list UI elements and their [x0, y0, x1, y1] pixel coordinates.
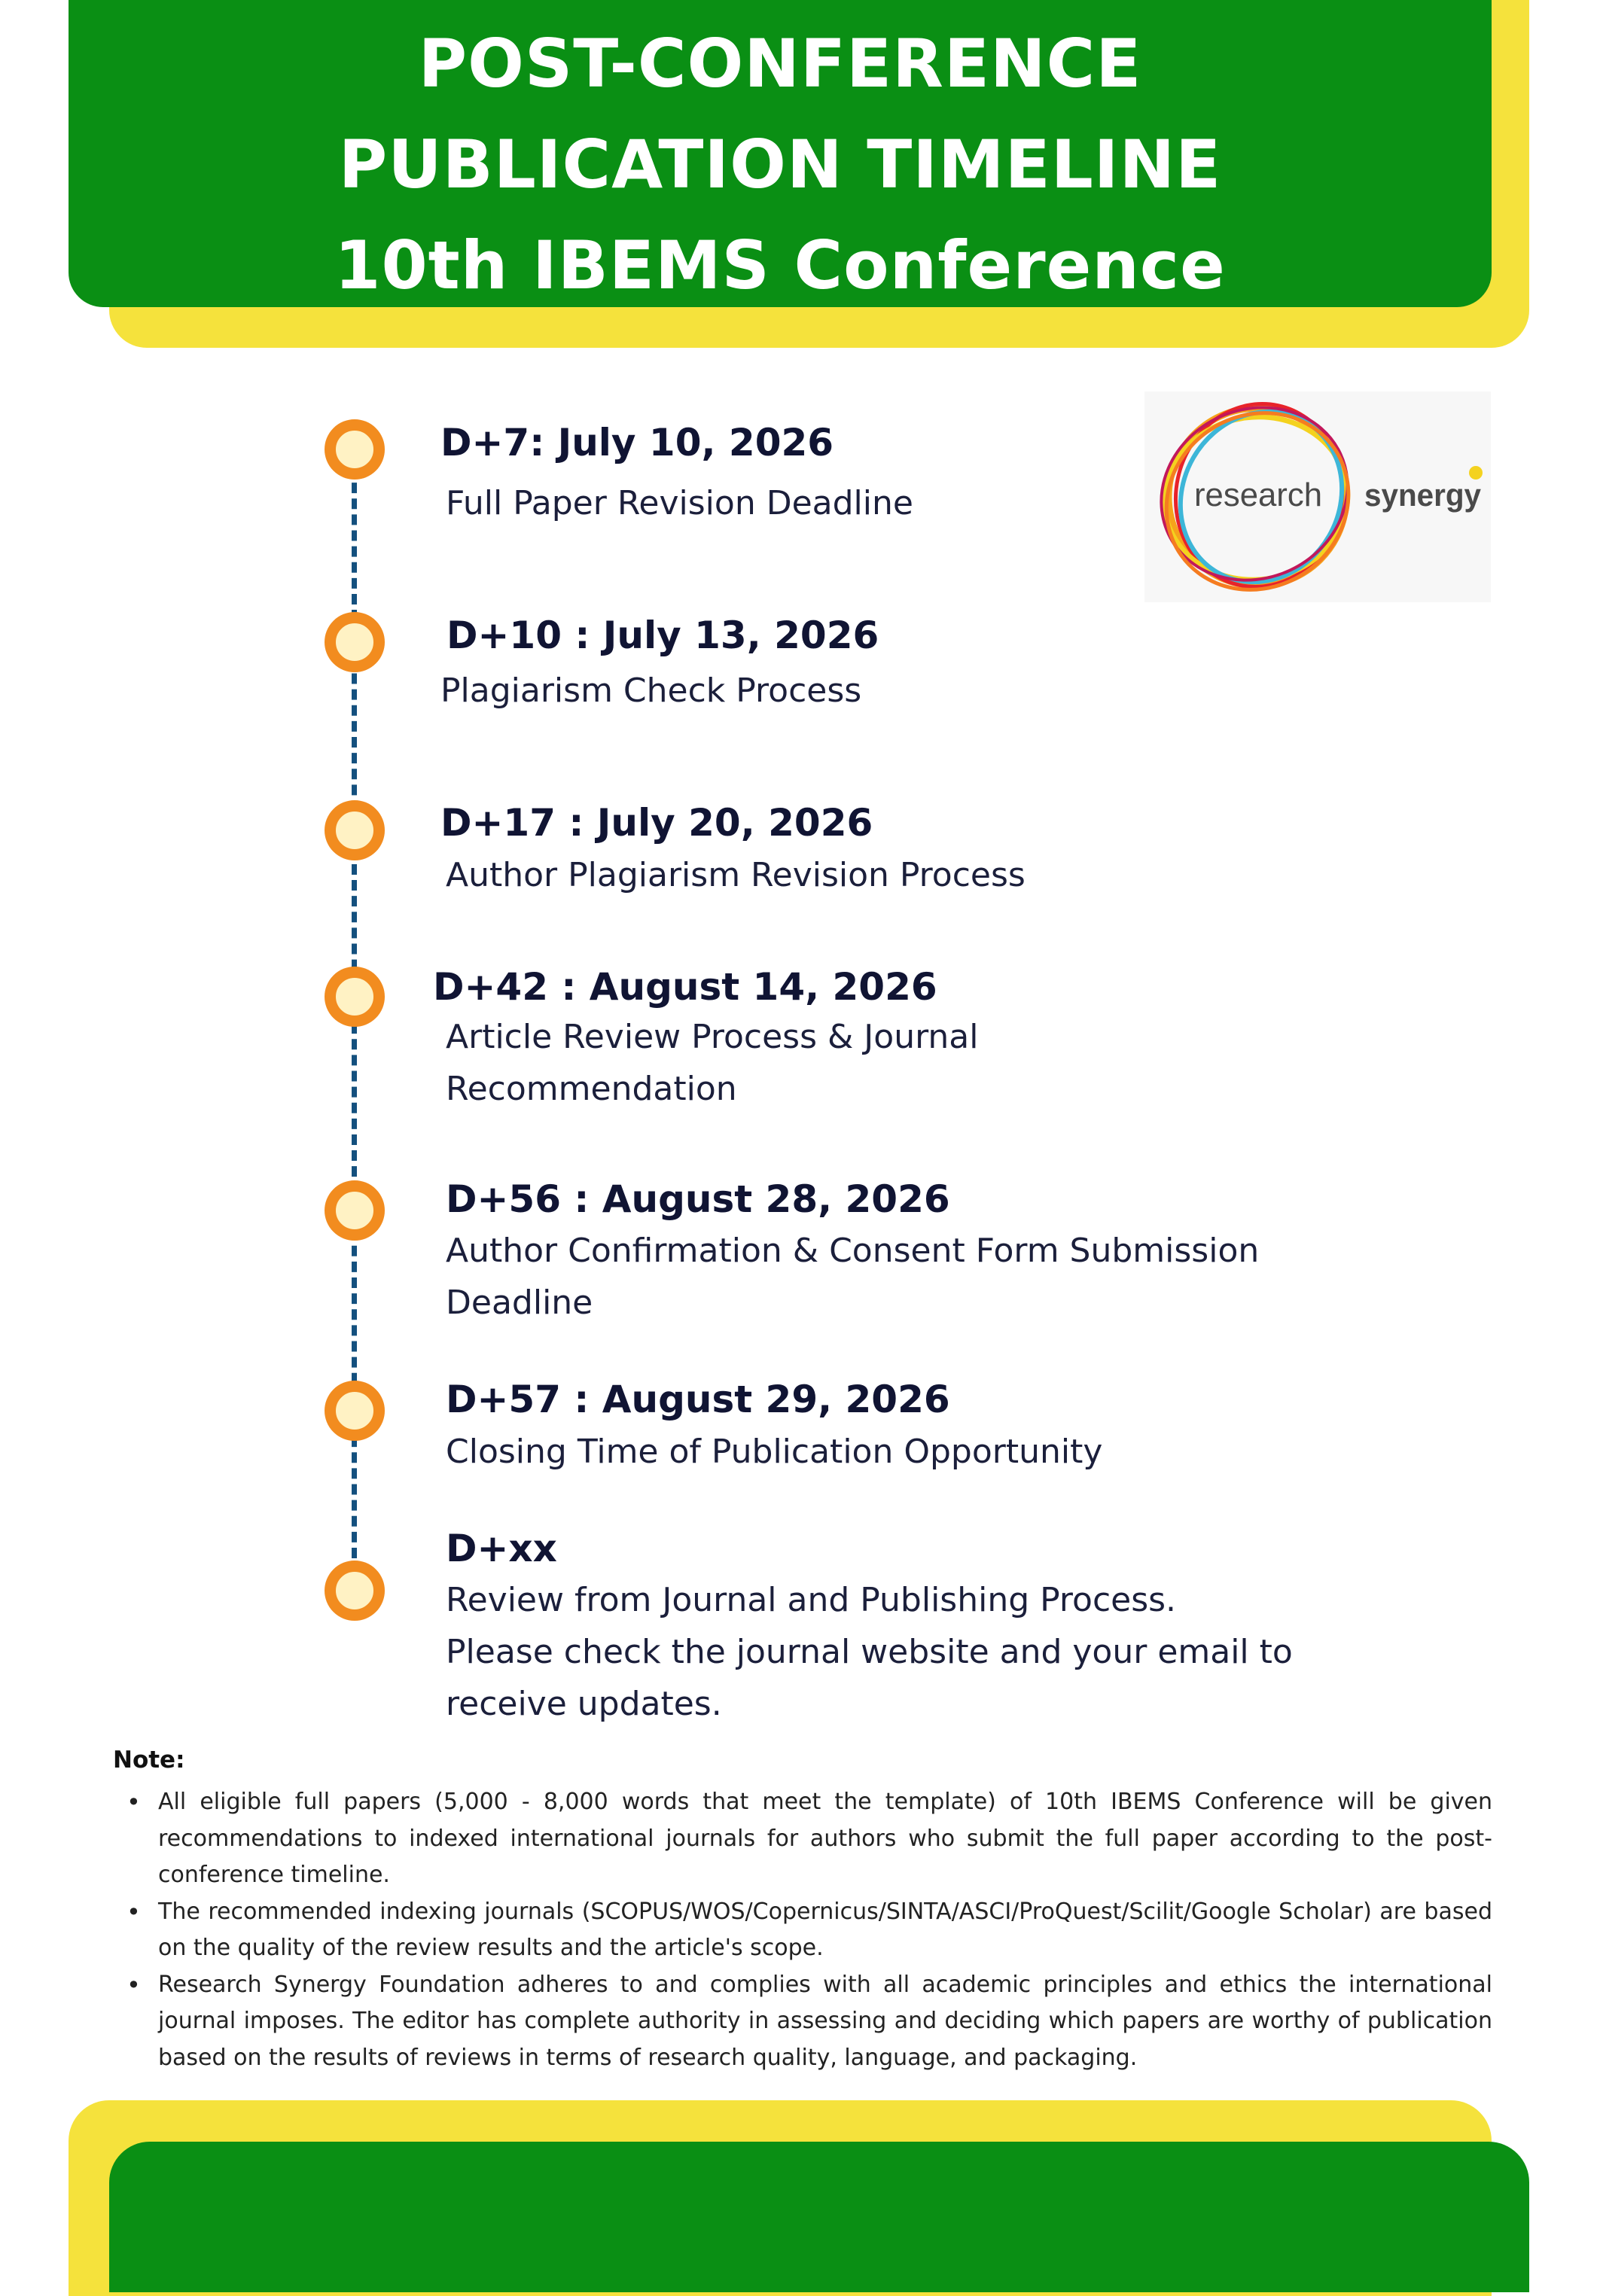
timeline-desc-5-line-1: Author Confirmation & Consent Form Submission [446, 1232, 1260, 1270]
timeline-date-4: D+42 : August 14, 2026 [433, 965, 937, 1009]
timeline-desc-4 [446, 1011, 978, 1115]
timeline-node-6 [325, 1381, 385, 1441]
page-title [69, 14, 1492, 316]
timeline-desc-5 [446, 1225, 1259, 1329]
page-title-line-2: PUBLICATION TIMELINE [338, 126, 1222, 203]
timeline-date-5: D+56 : August 28, 2026 [446, 1177, 950, 1221]
timeline-desc-7-line-1: Review from Journal and Publishing Process. [446, 1581, 1177, 1619]
timeline-desc-2: Plagiarism Check Process [440, 671, 862, 710]
note-item-1: • All eligible full papers (5,000 - 8,000 words that meet the template) of 10th IBEMS Conference will be given recommendations to indexed international journals for authors who submit the full paper according to the post-conference timeline. [158, 1784, 1492, 1894]
timeline-date-3: D+17 : July 20, 2026 [440, 801, 873, 845]
timeline-node-5 [325, 1180, 385, 1241]
timeline-desc-3: Author Plagiarism Revision Process [446, 856, 1026, 894]
note-list [113, 1784, 1492, 2076]
timeline-desc-6: Closing Time of Publication Opportunity [446, 1433, 1103, 1471]
footer-banner [109, 2142, 1529, 2292]
timeline-desc-1: Full Paper Revision Deadline [446, 484, 913, 522]
timeline-date-7: D+xx [446, 1527, 557, 1570]
timeline-desc-7-line-3: receive updates. [446, 1685, 722, 1723]
page-title-line-1: POST-CONFERENCE [418, 25, 1142, 102]
note-item-3: • Research Synergy Foundation adheres to and complies with all academic principles and ethics the international journal imposes. The editor has complete authority in assessing and deciding which papers are worthy of publication based on the results of reviews in terms of research quality, language, and packaging. [158, 1967, 1492, 2077]
research-synergy-logo [1144, 391, 1491, 602]
timeline-date-2: D+10 : July 13, 2026 [446, 614, 879, 657]
timeline-desc-5-line-2: Deadline [446, 1284, 593, 1322]
timeline-date-6: D+57 : August 29, 2026 [446, 1378, 950, 1421]
timeline-desc-4-line-2: Recommendation [446, 1070, 737, 1108]
timeline-node-1 [325, 419, 385, 480]
page-title-line-3: 10th IBEMS Conference [334, 227, 1226, 304]
note-item-2: • The recommended indexing journals (SCOPUS/WOS/Copernicus/SINTA/ASCI/ProQuest/Scilit/Google Scholar) are based on the quality of the review results and the article's scope. [158, 1894, 1492, 1967]
timeline-node-2 [325, 612, 385, 672]
timeline-desc-7 [446, 1574, 1293, 1730]
timeline-node-3 [325, 800, 385, 860]
timeline-node-7 [325, 1561, 385, 1621]
research-synergy-logo-graphic [1144, 391, 1491, 602]
logo-word-research: research [1194, 477, 1322, 513]
timeline-desc-4-line-1: Article Review Process & Journal [446, 1018, 979, 1056]
timeline-date-1: D+7: July 10, 2026 [440, 421, 834, 464]
timeline-desc-7-line-2: Please check the journal website and your email to [446, 1633, 1293, 1671]
timeline-node-4 [325, 967, 385, 1027]
note-heading: Note: [113, 1746, 185, 1774]
logo-word-synergy: synergy [1364, 477, 1482, 513]
